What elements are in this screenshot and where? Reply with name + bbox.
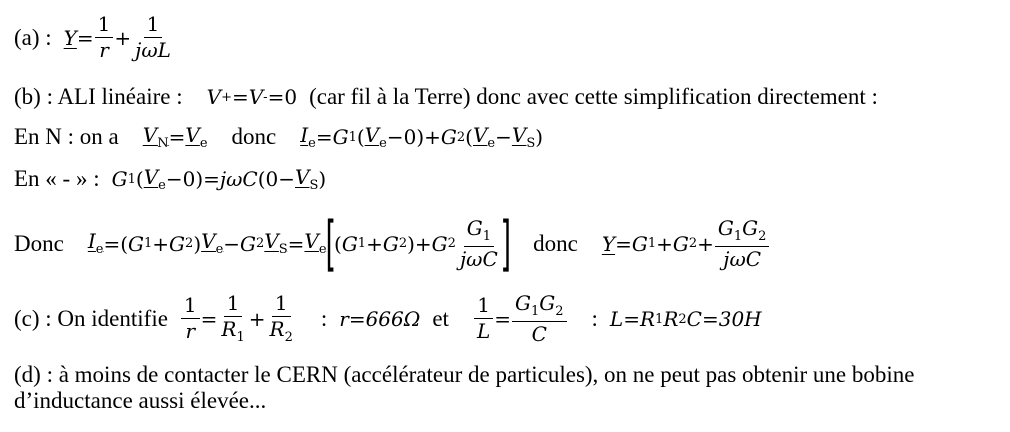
- equation-inverse-r: $\frac{1}{r}$ = $\frac{1}{R_1}$ + $\frac{1}{R_2}$: [180, 293, 297, 345]
- paragraph-d: (d) : à moins de contacter le CERN (accélérateur de particules), on ne peut pas obtenir une bobine d’inductance aussi élevée...: [14, 362, 915, 413]
- equation-y-result: Y =G 1 + G 2 + $\frac{G_1G_2}{\text{jωC}}$: [602, 218, 771, 270]
- equation-ie-expanded: $I_e$ = ( G 1 + G 2 ) $V_e$ −G 2 $V_S$ = $V_e$ [ ( G 1 + G 2 )+ G 2 $\frac{G_1}{\text{jωC}}$ ]: [87, 208, 511, 279]
- label-minus: En « - » :: [14, 166, 100, 191]
- equation-inverse-l: $\frac{1}{L}$ = $\frac{G_1G_2}{C}$: [473, 293, 568, 345]
- donc-n: donc: [231, 124, 277, 149]
- line-minus: [14, 166, 326, 192]
- l-expr: L=R: [609, 307, 656, 331]
- line-c: [14, 292, 762, 346]
- equation-minus-node: G 1 ( $V_e$ − 0)= jωC (0− $V_S$ ): [111, 164, 327, 193]
- line-a: [14, 14, 175, 61]
- r-value: r=666Ω: [339, 307, 421, 331]
- sep-c2: :: [591, 306, 598, 331]
- line-n: [14, 124, 543, 150]
- label-c: (c) : On identifie: [14, 306, 168, 331]
- donc-d: donc: [533, 231, 578, 256]
- line-b: [14, 84, 878, 110]
- note-b: (car fil à la Terre) donc avec cette simplification directement :: [309, 84, 878, 109]
- line-donc: [14, 208, 770, 279]
- l-result: C=30H: [686, 307, 762, 331]
- et-c: et: [432, 306, 449, 331]
- label-a: (a) :: [14, 24, 52, 50]
- equation-ie: $I_e$ =G 1 ( $V_e$ − 0)+ G 2 ( $V_e$ − $V_S$ ): [300, 122, 544, 151]
- label-b: (b) : ALI linéaire :: [14, 84, 183, 109]
- label-n: En N : on a: [14, 124, 119, 149]
- sep-c1: :: [320, 306, 328, 331]
- label-donc: Donc: [14, 231, 64, 256]
- equation-admittance: Y = $\frac{1}{r}$ + $\frac{1}{\text{jωL}}$: [63, 12, 171, 62]
- equation-vn: $V_N$ = $V_e$: [142, 122, 208, 151]
- l-value: L=R 1 R 2 C=30H: [609, 307, 762, 331]
- equation-ali: V + =V - = 0: [206, 85, 298, 109]
